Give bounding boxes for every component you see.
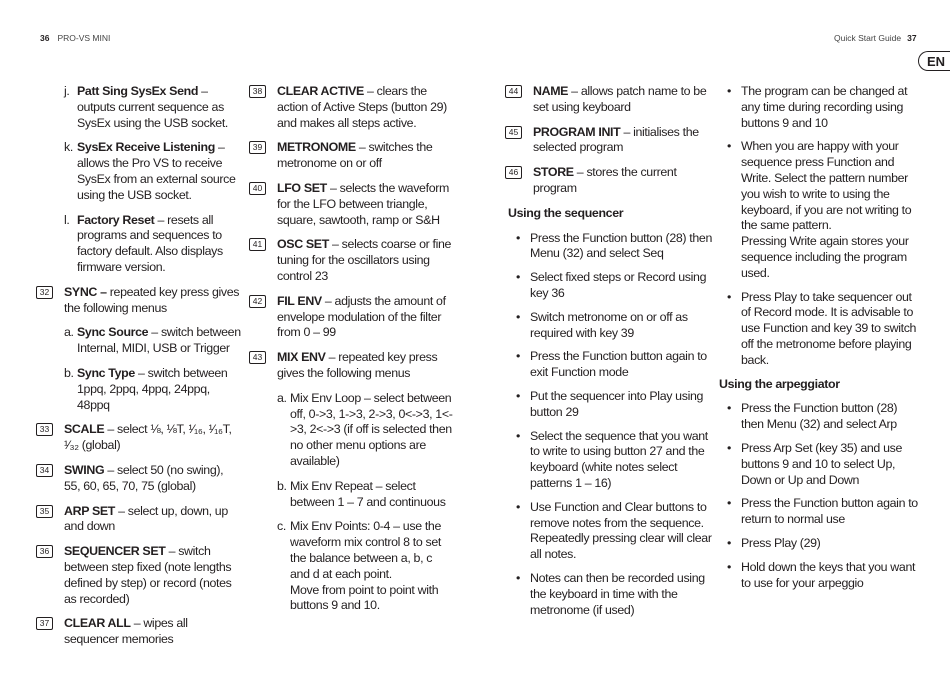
menu-item [505,125,715,157]
bullet-text: When you are happy with your sequence press Function and Write. Select the pattern number you wish to write to using the keyboard, if you are not writing to the same pattern. Pressing Write again stores your sequence including the program used. [741,139,912,280]
menu-item [36,504,241,536]
menu-item [249,84,454,131]
sub-item-title: Sync Type [77,365,135,380]
item-text: – allows patch name to be set using keyboard [533,84,707,114]
bullet-text: Put the sequencer into Play using button 29 [530,388,704,419]
sub-item [64,366,241,413]
sub-item-marker: c. [277,519,286,534]
bullet-dot: • [516,428,520,443]
item-title: FIL ENV [277,293,322,308]
sub-item-text: – resets all programs and sequences to factory default. Also displays firmware version. [77,212,223,274]
item-number-badge: 38 [249,85,266,98]
item-text: – adjusts the amount of envelope modulation of the filter from 0 – 99 [277,293,446,340]
item-number-badge: 45 [505,126,522,139]
item-title: SEQUENCER SET [64,544,166,559]
right-page-number: 37 [907,33,917,43]
sub-item-marker: j. [64,84,70,98]
menu-item [249,237,454,284]
bullet-dot: • [727,440,731,455]
bullet-dot: • [516,388,520,403]
bullet-text: Press the Function button (28) then Menu (32) and select Arp [741,401,898,432]
item-text: – initialises the selected program [533,124,699,155]
item-number-badge: 36 [36,545,53,558]
bullet-text: Press Arp Set (key 35) and use buttons 9 and 10 to select Up, Down or Up and Down [741,440,902,487]
item-number-badge: 41 [249,238,266,251]
item-title: LFO SET [277,180,327,195]
sub-item [36,140,241,203]
bullet-text: Press the Function button again to return to normal use [741,496,918,527]
sub-item-text: – allows the Pro VS to receive SysEx from an external source using the USB socket. [77,140,236,202]
bullet-item [505,500,715,563]
bullet-text: Notes can then be recorded using the keyboard in time with the metronome (if used) [530,570,705,617]
item-title: OSC SET [277,237,329,252]
left-page-title: PRO-VS MINI [57,33,111,43]
right-page-header [834,33,917,43]
item-title: METRONOME [277,140,356,155]
item-number-badge: 44 [505,85,522,98]
sub-item-text: Mix Env Loop – select between off, 0->3, 1->3, 2->3, 0<->3, 1<->3, 2<->3 (if off is selected then no other menu options are available) [290,390,453,468]
sub-item [36,84,241,131]
menu-item [36,544,241,607]
bullet-text: Select fixed steps or Record using key 36 [530,270,707,300]
bullet-dot: • [516,230,520,245]
item-number-badge: 32 [36,286,53,299]
sub-item-title: Sync Source [77,325,149,340]
bullet-item [505,231,715,263]
right-page-title: Quick Start Guide [834,33,902,43]
sub-item-marker: a. [64,325,74,340]
sub-item-list [64,325,241,413]
bullet-item [505,389,715,421]
item-number-badge: 35 [36,505,53,518]
item-text: – selects the waveform for the LFO between triangle, square, sawtooth, ramp or S&H [277,180,449,227]
item-text: – clears the action of Active Steps (button 29) and makes all steps active. [277,84,447,130]
section-heading: Using the sequencer [508,205,624,220]
sub-item-text: – switch between Internal, MIDI, USB or Trigger [77,325,241,356]
item-text: – stores the current program [533,165,677,195]
sub-item-list [277,391,454,614]
bullet-item [716,441,922,488]
bullet-dot: • [516,309,520,324]
sub-item [36,213,241,276]
item-number-badge: 43 [249,351,266,364]
bullet-dot: • [727,496,731,511]
bullet-item [716,401,922,433]
item-title: NAME [533,84,569,98]
bullet-item [505,571,715,618]
sub-item [277,519,454,614]
item-number-badge: 33 [36,423,53,436]
item-title: SYNC – [64,284,107,299]
bullet-item [716,536,922,552]
bullet-dot: • [727,535,731,550]
bullet-dot: • [516,570,520,585]
bullet-item [505,270,715,302]
menu-item [249,350,454,614]
item-text: – switches the metronome on or off [277,140,433,171]
item-title: SWING [64,462,105,477]
item-number-badge: 42 [249,295,266,308]
sub-item [64,325,241,357]
sub-item-title: SysEx Receive Listening [77,140,215,155]
item-text: – wipes all sequencer memories [64,616,188,647]
bullet-dot: • [727,559,731,574]
sub-item-marker: b. [277,478,287,493]
bullet-item [716,290,922,369]
bullet-text: The program can be changed at any time during recording using buttons 9 and 10 [741,84,908,130]
bullet-text: Press the Function button again to exit Function mode [530,349,707,380]
item-text: repeated key press gives the following menus [64,284,240,315]
bullet-text: Press Play to take sequencer out of Record mode. It is advisable to use Function and key 39 to switch off the metronome before playing back. [741,289,917,367]
bullet-dot: • [727,401,731,416]
item-text: – switch between step fixed (note lengths defined by step) or record (notes as recorded) [64,544,232,606]
bullet-text: Press the Function button (28) then Menu (32) and select Seq [530,230,712,261]
bullet-item [716,560,922,592]
item-text: – select ⅛, ⅛T, ¹⁄₁₆, ¹⁄₁₆T, ¹⁄₃₂ (global) [64,422,232,453]
sub-item-title: Factory Reset [77,212,155,227]
menu-item [36,422,241,454]
item-title: PROGRAM INIT [533,124,621,139]
item-text: – selects coarse or fine tuning for the oscillators using control 23 [277,237,452,283]
bullet-dot: • [516,349,520,364]
sub-item-text: Mix Env Points: 0-4 – use the waveform mix control 8 to set the balance between a, b, c and d at each point. Move from point to point with buttons 9 and 10. [290,519,442,613]
item-title: MIX ENV [277,350,326,365]
item-number-badge: 46 [505,166,522,179]
bullet-text: Use Function and Clear buttons to remove notes from the sequence. Repeatedly pressing clear will clear all notes. [530,499,712,562]
left-page-number: 36 [40,33,50,43]
sub-item [277,391,454,470]
item-text: – select 50 (no swing), 55, 60, 65, 70, 75 (global) [64,462,224,493]
menu-item [249,181,454,228]
sub-item-title: Patt Sing SysEx Send [77,84,199,98]
language-tab: EN [918,51,950,71]
bullet-dot: • [516,499,520,514]
sub-item-marker: l. [64,212,70,227]
item-title: STORE [533,165,574,180]
bullet-dot: • [727,139,731,154]
bullet-text: Hold down the keys that you want to use for your arpeggio [741,559,916,590]
menu-item [505,165,715,197]
sub-item [277,479,454,511]
bullet-item [505,310,715,342]
item-title: CLEAR ACTIVE [277,84,364,98]
menu-item [249,294,454,341]
sub-item-marker: a. [277,390,287,405]
sub-item-text: – switch between 1ppq, 2ppq, 4ppq, 24ppq, 48ppq [77,365,228,412]
item-number-badge: 37 [36,617,53,630]
item-number-badge: 39 [249,141,266,154]
left-page-header [40,33,110,43]
sub-item-text: Mix Env Repeat – select between 1 – 7 and continuous [290,478,446,509]
menu-item [505,84,715,116]
bullet-text: Select the sequence that you want to write to using button 27 and the keyboard (white notes select patterns 1 – 16) [530,428,708,490]
bullet-item [505,429,715,492]
bullet-item [716,84,922,131]
item-number-badge: 34 [36,464,53,477]
item-title: CLEAR ALL [64,616,131,631]
menu-item [36,616,241,648]
bullet-dot: • [516,270,520,285]
item-text: – repeated key press gives the following menus [277,350,438,380]
menu-item [36,463,241,495]
column-4 [716,84,922,599]
section-heading: Using the arpeggiator [719,376,840,391]
bullet-dot: • [727,289,731,304]
bullet-item [716,496,922,528]
bullet-text: Switch metronome on or off as required with key 39 [530,309,688,340]
sub-item-text: – outputs current sequence as SysEx using the USB socket. [77,84,229,130]
item-title: ARP SET [64,503,116,518]
bullet-dot: • [727,84,731,98]
column-3 [505,84,715,626]
menu-item [249,140,454,172]
bullet-text: Press Play (29) [741,535,821,550]
column-2 [249,84,454,623]
sub-item-marker: b. [64,365,74,380]
item-title: SCALE [64,422,105,437]
bullet-item [716,139,922,281]
item-text: – select up, down, up and down [64,503,228,534]
bullet-item [505,349,715,381]
menu-item [36,285,241,414]
sub-item-marker: k. [64,140,73,155]
item-number-badge: 40 [249,182,266,195]
column-1 [36,84,241,657]
